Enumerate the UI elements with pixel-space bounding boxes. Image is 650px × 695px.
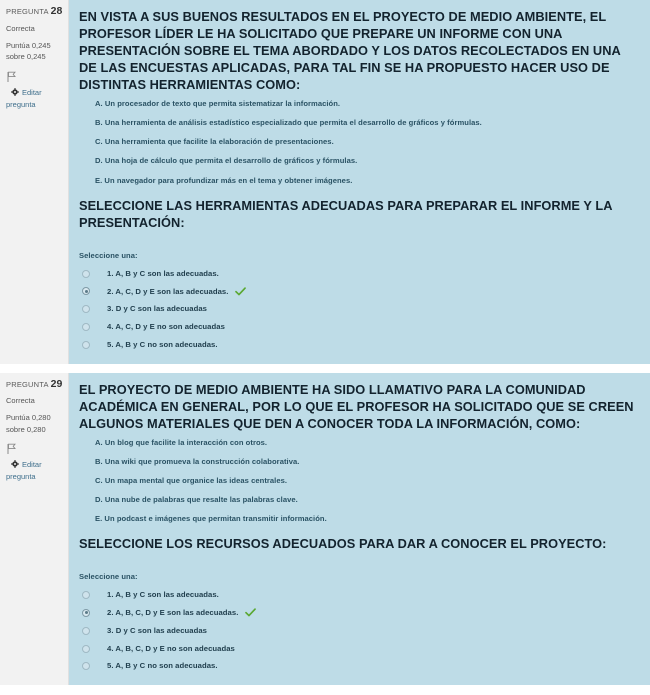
radio-button[interactable]	[82, 323, 90, 331]
radio-button[interactable]	[82, 627, 90, 635]
answer-option[interactable]	[79, 604, 640, 622]
question-content	[69, 373, 650, 686]
answer-option[interactable]	[79, 336, 640, 354]
question-item: E. Un podcast e imágenes que permitan transmitir información.	[95, 514, 327, 524]
answer-option[interactable]	[79, 265, 640, 283]
question-stem: EL PROYECTO DE MEDIO AMBIENTE HA SIDO LLAMATIVO PARA LA COMUNIDAD ACADÉMICA EN GENERAL, POR LO QUE EL PROFESOR HA SOLICITADO QUE SE CREEN ALGUNOS MATERIALES QUE DEN A CONOCER TODA LA INFORMACIÓN, COMO:	[79, 381, 634, 431]
radio-button[interactable]	[82, 270, 90, 278]
question-item: B. Una herramienta de análisis estadístico especializado que permita el desarrollo de gráficos y fórmulas.	[95, 118, 482, 128]
edit-question-row[interactable]	[6, 88, 63, 100]
answer-option[interactable]	[79, 318, 640, 336]
radio-button[interactable]	[82, 645, 90, 653]
question-label	[6, 6, 63, 18]
question-item: C. Una herramienta que facilite la elaboración de presentaciones.	[95, 137, 334, 147]
edit-question-label-line2[interactable]: pregunta	[6, 472, 36, 482]
gear-icon	[11, 88, 19, 100]
gear-icon	[11, 460, 19, 472]
edit-question-label-line1[interactable]: Editar	[22, 87, 42, 97]
answer-option-label: 3. D y C son las adecuadas	[107, 625, 207, 635]
question-grade-earned: Puntúa 0,280	[6, 413, 51, 423]
question-prompt: SELECCIONE LAS HERRAMIENTAS ADECUADAS PARA PREPARAR EL INFORME Y LA PRESENTACIÓN:	[79, 197, 613, 230]
question-grade	[6, 412, 63, 435]
answer-list	[79, 265, 640, 354]
question-item: C. Un mapa mental que organice las ideas centrales.	[95, 475, 288, 485]
answer-option-label: 4. A, B, C, D y E no son adecuadas	[107, 643, 235, 653]
edit-question-row[interactable]	[6, 460, 63, 472]
answer-option-label: 2. A, B, C, D y E son las adecuadas.	[107, 608, 239, 618]
flag-icon[interactable]	[7, 442, 63, 455]
radio-button-selected[interactable]	[82, 609, 90, 617]
answer-option[interactable]	[79, 586, 640, 604]
question-grade	[6, 40, 63, 63]
question-state: Correcta	[6, 23, 35, 33]
answer-option-label: 4. A, C, D y E no son adecuadas	[107, 322, 225, 332]
question-grade-max: sobre 0,280	[6, 424, 46, 434]
edit-question-link[interactable]	[6, 88, 63, 111]
answer-option[interactable]	[79, 657, 640, 675]
question-item: D. Una hoja de cálculo que permita el desarrollo de gráficos y fórmulas.	[95, 156, 358, 166]
question-info-panel	[0, 0, 69, 364]
answer-list	[79, 586, 640, 675]
question-number: 28	[50, 5, 63, 17]
question-info-panel	[0, 373, 69, 686]
question-label	[6, 379, 63, 391]
select-one-label: Seleccione una:	[79, 572, 138, 582]
edit-question-link[interactable]	[6, 460, 63, 483]
radio-button-selected[interactable]	[82, 287, 90, 295]
answer-option-label: 1. A, B y C son las adecuadas.	[107, 590, 219, 600]
question-grade-max: sobre 0,245	[6, 52, 46, 62]
question-label-prefix: PREGUNTA	[6, 7, 49, 16]
question-item: A. Un blog que facilite la interacción con otros.	[95, 437, 268, 447]
correct-check-icon	[235, 287, 246, 296]
correct-check-icon	[245, 608, 256, 617]
radio-button[interactable]	[82, 341, 90, 349]
answer-option[interactable]	[79, 300, 640, 318]
question-item-list	[79, 99, 640, 185]
answer-option[interactable]	[79, 282, 640, 300]
question-number: 29	[50, 377, 63, 390]
answer-option-label: 3. D y C son las adecuadas	[107, 304, 207, 314]
question-item: B. Una wiki que promueva la construcción colaborativa.	[95, 456, 300, 466]
answer-option-label: 5. A, B y C no son adecuadas.	[107, 339, 218, 349]
radio-button[interactable]	[82, 662, 90, 670]
question-item: E. Un navegador para profundizar más en el tema y obtener imágenes.	[95, 175, 353, 185]
select-one-label: Seleccione una:	[79, 250, 138, 260]
edit-question-label-line2[interactable]: pregunta	[6, 99, 36, 109]
question-item: D. Una nube de palabras que resalte las palabras clave.	[95, 495, 298, 505]
radio-button[interactable]	[82, 305, 90, 313]
answer-option-label: 5. A, B y C no son adecuadas.	[107, 661, 218, 671]
answer-option-label: 2. A, C, D y E son las adecuadas.	[107, 286, 229, 296]
answer-area	[79, 572, 640, 675]
question-prompt: SELECCIONE LOS RECURSOS ADECUADOS PARA DAR A CONOCER EL PROYECTO:	[79, 536, 607, 552]
question-item-list	[79, 438, 640, 524]
answer-option[interactable]	[79, 640, 640, 658]
question-block	[0, 373, 650, 686]
question-label-prefix: PREGUNTA	[6, 379, 49, 389]
flag-icon[interactable]	[7, 70, 63, 83]
question-content	[69, 0, 650, 364]
question-grade-earned: Puntúa 0,245	[6, 40, 51, 50]
answer-option[interactable]	[79, 622, 640, 640]
answer-option-label: 1. A, B y C son las adecuadas.	[107, 268, 219, 278]
question-item: A. Un procesador de texto que permita sistematizar la información.	[95, 99, 341, 109]
question-stem: EN VISTA A SUS BUENOS RESULTADOS EN EL PROYECTO DE MEDIO AMBIENTE, EL PROFESOR LÍDER LE HA SOLICITADO QUE PREPARE UN INFORME CON UNA PRESENTACIÓN SOBRE EL TEMA ABORDADO Y LOS DATOS RECOLECTADOS EN UNA DE LAS ENCUESTAS APLICADAS, PARA TAL FIN SE HA PROPUESTO HACER USO DE DISTINTAS HERRAMIENTAS COMO:	[79, 9, 621, 93]
radio-button[interactable]	[82, 591, 90, 599]
edit-question-label-line1[interactable]: Editar	[22, 460, 42, 470]
question-state: Correcta	[6, 396, 35, 406]
answer-area	[79, 251, 640, 354]
